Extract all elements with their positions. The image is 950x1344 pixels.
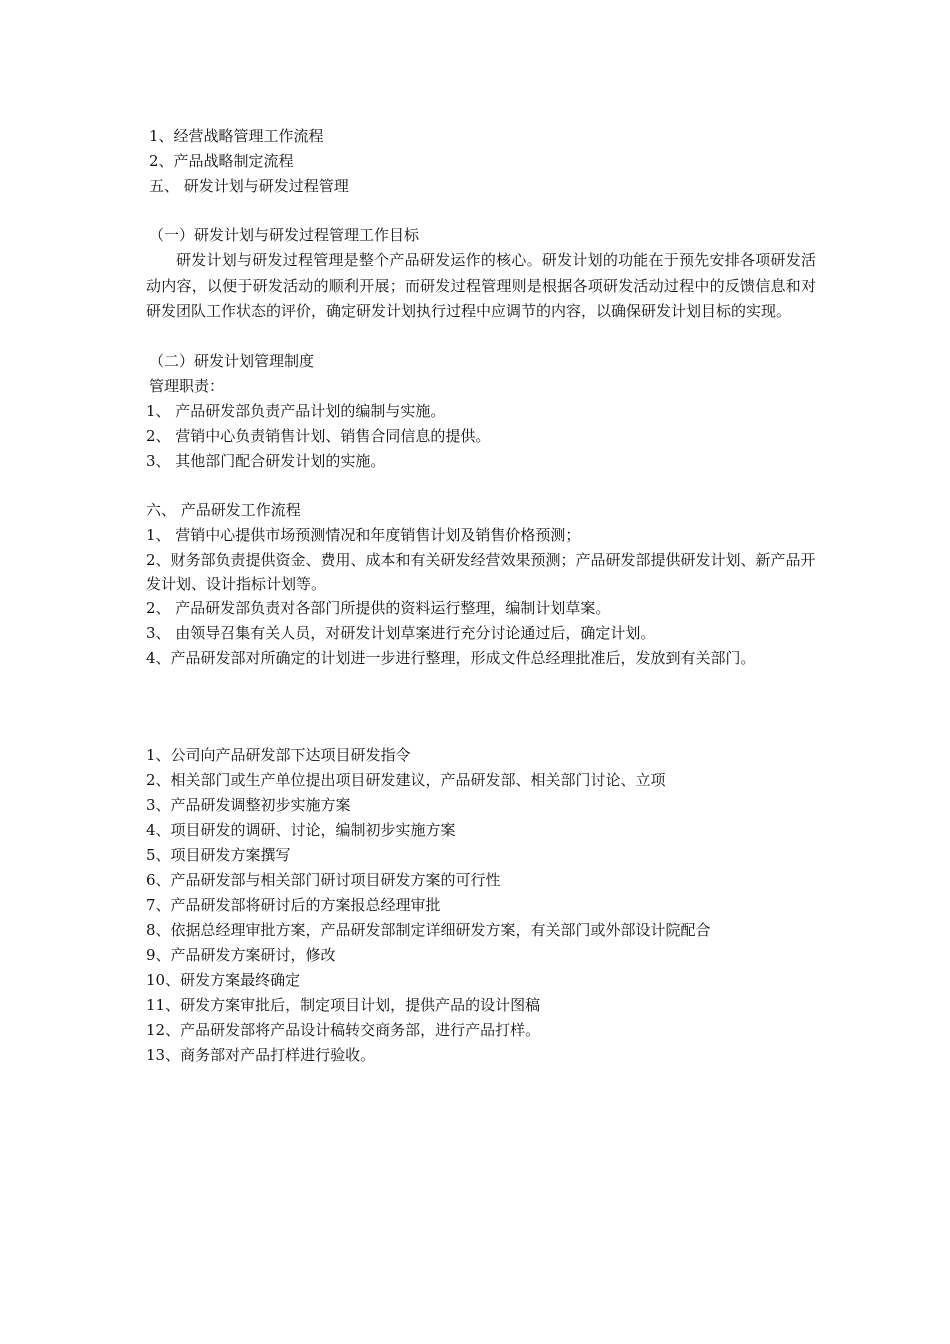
list-item: 1、公司向产品研发部下达项目研发指令: [146, 745, 411, 764]
list-item: 3、 由领导召集有关人员，对研发计划草案进行充分讨论通过后，确定计划。: [146, 623, 656, 642]
list-item: 8、依据总经理审批方案，产品研发部制定详细研发方案，有关部门或外部设计院配合: [146, 920, 711, 939]
subsection-heading: （二）研发计划管理制度: [149, 351, 315, 370]
list-item: 2、产品战略制定流程: [149, 152, 294, 170]
list-item: 4、产品研发部对所确定的计划进一步进行整理，形成文件总经理批准后，发放到有关部门。: [146, 648, 756, 667]
list-item: 2、 营销中心负责销售计划、销售合同信息的提供。: [146, 426, 491, 445]
list-item: 1、经营战略管理工作流程: [149, 127, 324, 145]
section-heading: 六、 产品研发工作流程: [146, 500, 301, 519]
list-item: 6、产品研发部与相关部门研讨项目研发方案的可行性: [146, 870, 501, 889]
list-item: 5、项目研发方案撰写: [146, 845, 291, 864]
list-item: 11、研发方案审批后，制定项目计划，提供产品的设计图稿: [146, 995, 541, 1014]
list-item: 2、财务部负责提供资金、费用、成本和有关研发经营效果预测；产品研发部提供研发计划、新产品开发计划、设计指标计划等。: [146, 550, 816, 593]
spacer: [146, 671, 816, 743]
list-item: 1、 营销中心提供市场预测情况和年度销售计划及销售价格预测；: [146, 525, 581, 544]
spacer: [146, 325, 816, 349]
list-item: 9、产品研发方案研讨，修改: [146, 945, 336, 964]
subheading: 管理职责：: [149, 376, 225, 395]
body-paragraph: 研发计划与研发过程管理是整个产品研发运作的核心。研发计划的功能在于预先安排各项研发活动内容，以便于研发活动的顺利开展；而研发过程管理则是根据各项研发活动过程中的反馈信息和对研发团队工作状态的评价，确定研发计划执行过程中应调节的内容，以确保研发计划目标的实现。: [146, 251, 816, 320]
list-item: 2、相关部门或生产单位提出项目研发建议，产品研发部、相关部门讨论、立项: [146, 770, 666, 789]
list-item: 3、产品研发调整初步实施方案: [146, 795, 351, 814]
spacer: [146, 474, 816, 498]
list-item: 2、 产品研发部负责对各部门所提供的资料运行整理，编制计划草案。: [146, 598, 611, 617]
subsection-heading: （一）研发计划与研发过程管理工作目标: [149, 226, 420, 244]
spacer: [146, 199, 816, 223]
list-item: 3、 其他部门配合研发计划的实施。: [146, 451, 386, 470]
list-item: 4、项目研发的调研、讨论，编制初步实施方案: [146, 820, 456, 839]
list-item: 7、产品研发部将研讨后的方案报总经理审批: [146, 895, 441, 914]
section-heading: 五、 研发计划与研发过程管理: [149, 177, 349, 195]
list-item: 1、 产品研发部负责产品计划的编制与实施。: [146, 401, 446, 420]
list-item: 12、产品研发部将产品设计稿转交商务部，进行产品打样。: [146, 1020, 541, 1039]
list-item: 10、研发方案最终确定: [146, 970, 301, 989]
list-item: 13、商务部对产品打样进行验收。: [146, 1045, 376, 1064]
document-content: [146, 124, 816, 1068]
